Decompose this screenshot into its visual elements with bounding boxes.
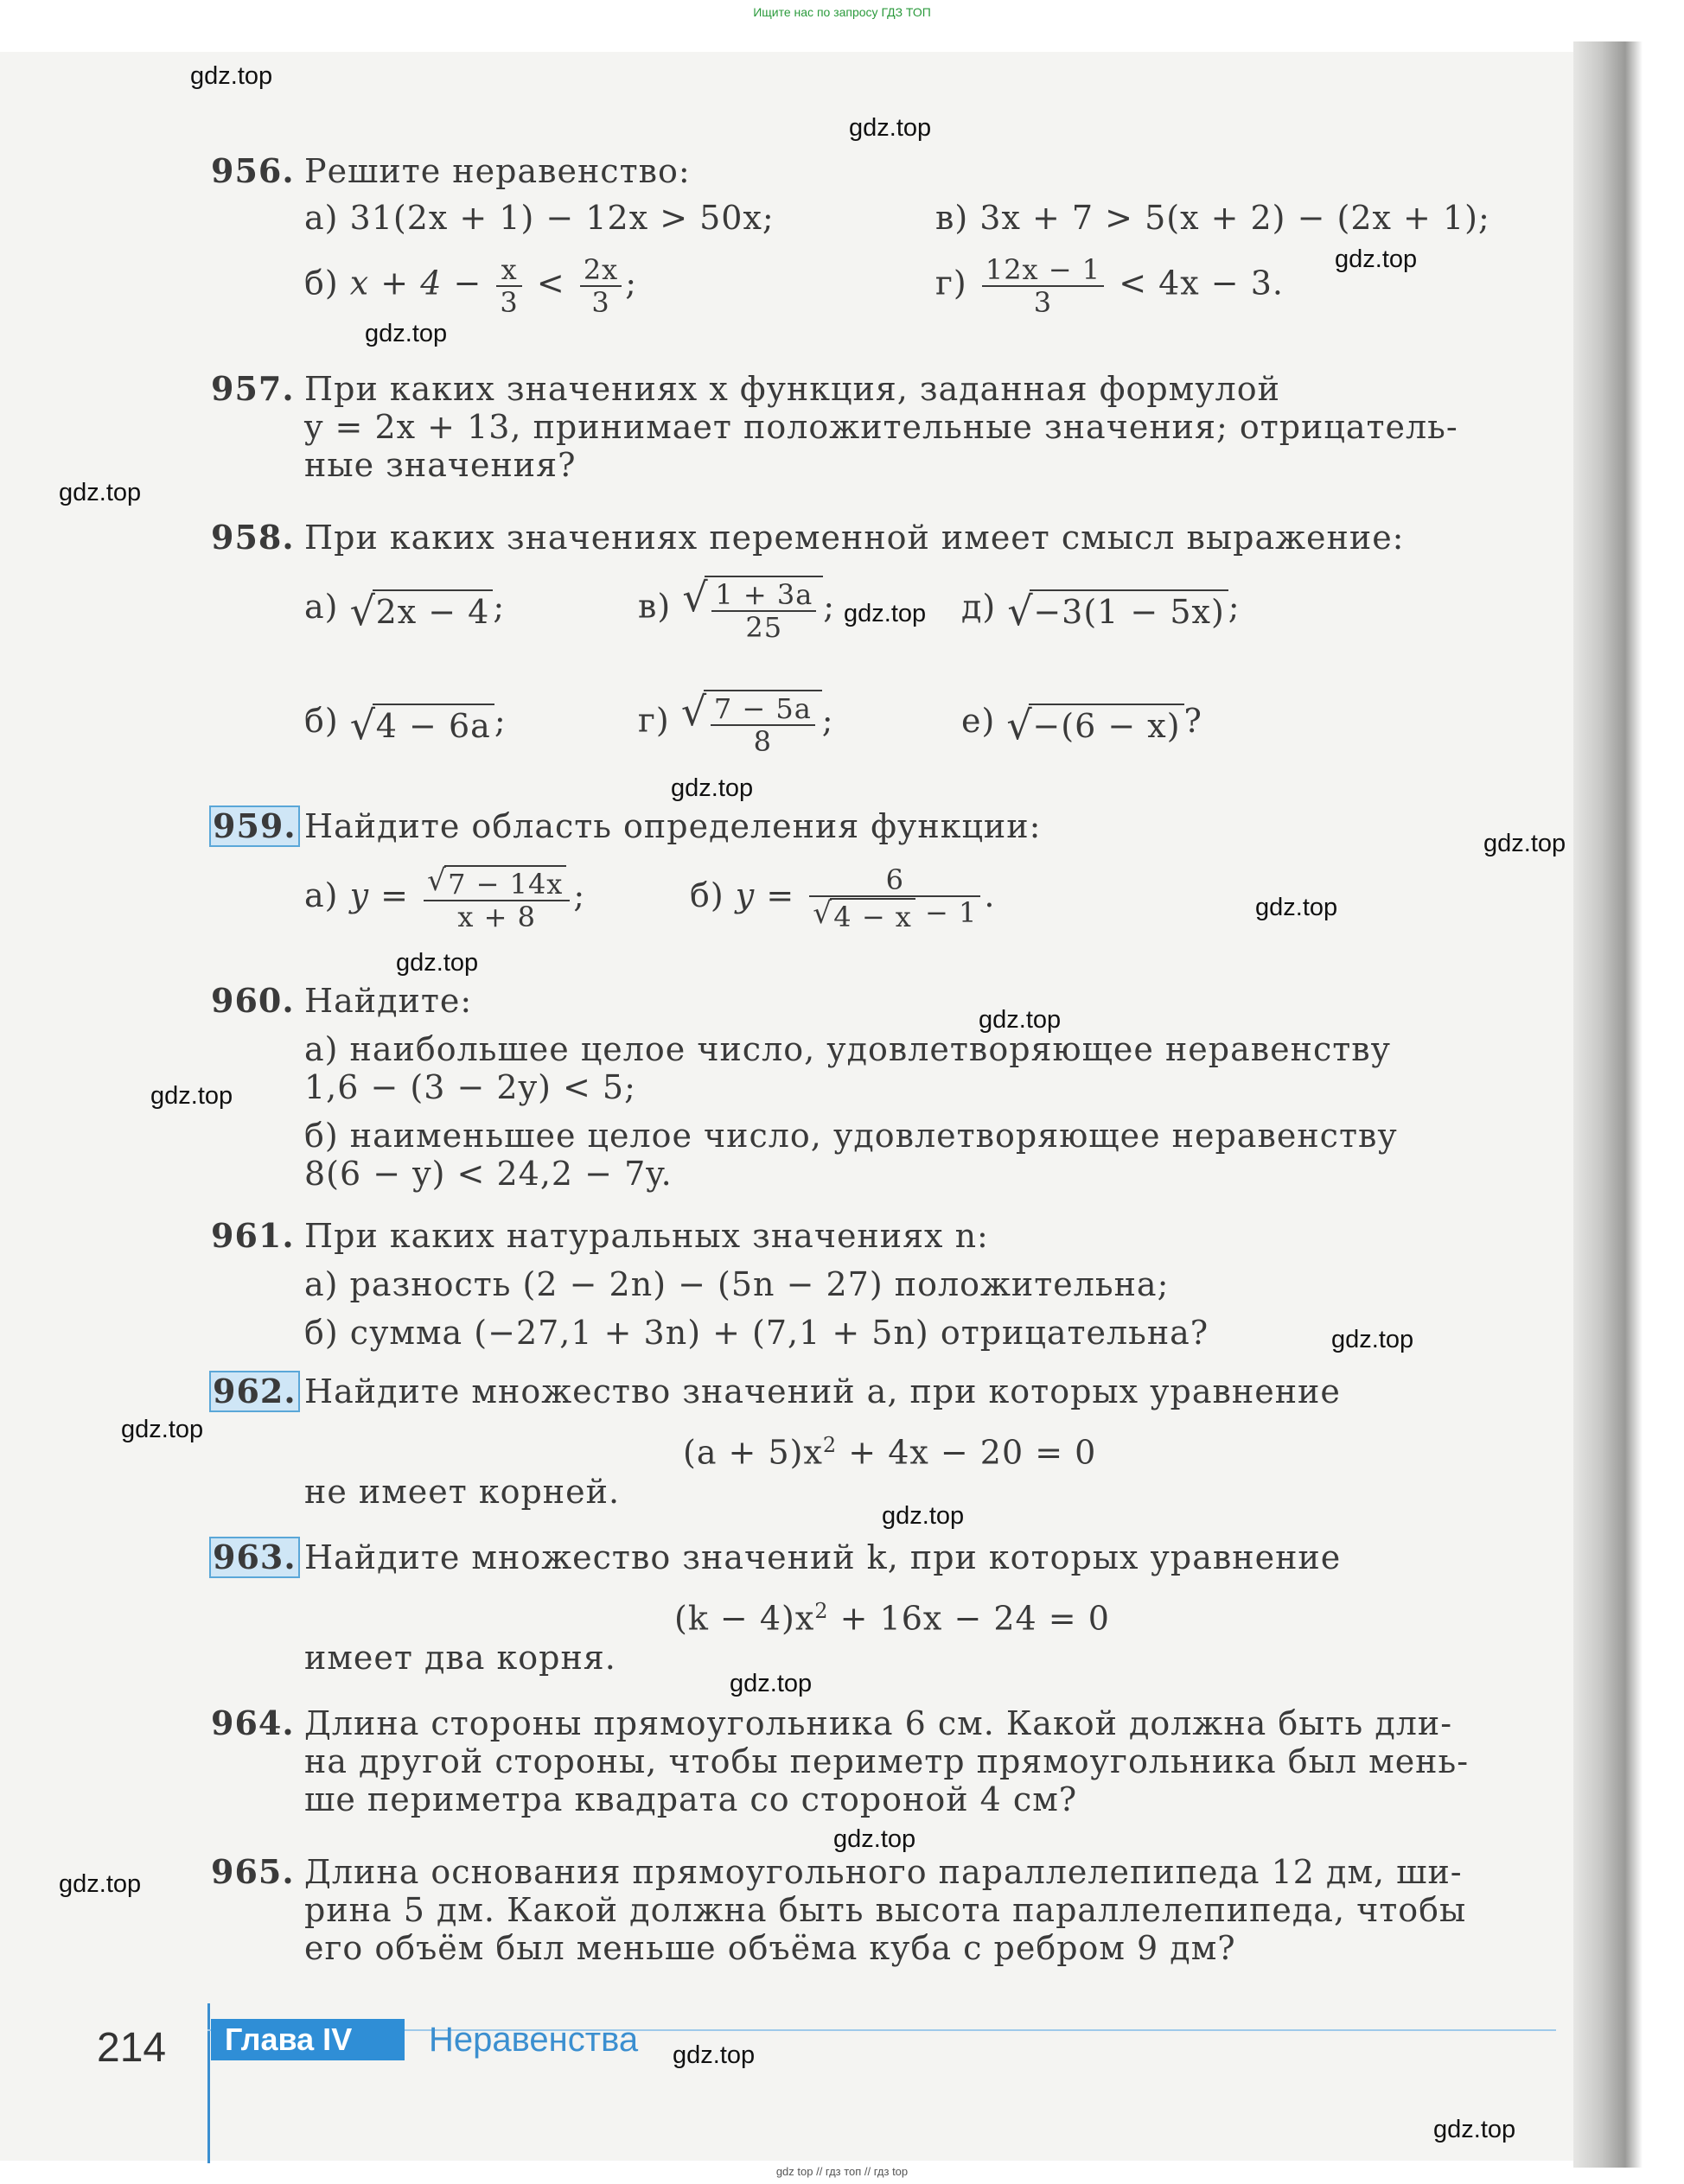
square-root: √ $\frac{1 + 3a}{25}$ — [682, 576, 823, 643]
problem-958 — [211, 519, 1560, 778]
problem-962 — [211, 1372, 1560, 1511]
watermark: gdz.top — [1335, 245, 1418, 273]
denominator: 3 — [591, 286, 610, 319]
terminator: ; — [823, 587, 836, 626]
equation-part: + 16x − 24 = 0 — [828, 1599, 1110, 1638]
item-e — [961, 701, 1202, 748]
watermark: gdz.top — [833, 1825, 916, 1853]
radicand: −3(1 − 5x) — [1030, 589, 1228, 631]
item-label: а) — [304, 588, 339, 626]
problem-number: 964. — [211, 1703, 295, 1742]
footer-divider — [207, 2003, 210, 2163]
denominator: 25 — [745, 611, 783, 644]
text-line: его объём был меньше объёма куба с ребром 9 дм? — [304, 1929, 1236, 1967]
problem-text: При каких значениях переменной имеет смысл выражение: — [304, 519, 1405, 557]
text-line: ные значения? — [304, 446, 577, 484]
equation-part: (a + 5)x — [683, 1433, 823, 1472]
numerator: x — [496, 254, 521, 287]
text-line: При каких значениях x функция, заданная формулой — [304, 370, 1280, 408]
item-label: а) — [304, 876, 339, 914]
square-root: √ −3(1 − 5x) — [1007, 589, 1228, 631]
item-a-condition: 1,6 − (3 − 2y) < 5; — [304, 1068, 636, 1106]
radicand: 4 − x — [830, 898, 915, 933]
equation-part: + 4x − 20 = 0 — [837, 1433, 1097, 1472]
exponent: 2 — [814, 1599, 829, 1623]
page-number: 214 — [97, 2025, 167, 2071]
expression: x + 4 − — [349, 264, 482, 302]
less-than: < — [536, 264, 565, 302]
watermark: gdz.top — [59, 479, 142, 506]
watermark: gdz.top — [844, 600, 927, 627]
item-a: а) наибольшее целое число, удовлетворяющее неравенству — [304, 1030, 1392, 1068]
terminator: ; — [494, 702, 507, 740]
header-note: Ищите нас по запросу ГДЗ ТОП — [753, 5, 931, 19]
watermark: gdz.top — [121, 1416, 204, 1443]
watermark: gdz.top — [882, 1502, 965, 1530]
chapter-title: Неравенства — [429, 2021, 639, 2059]
watermark: gdz.top — [365, 320, 448, 347]
watermark: gdz.top — [671, 774, 754, 802]
terminator: ; — [625, 264, 638, 302]
problem-text-end: не имеет корней. — [304, 1473, 621, 1511]
denominator: 3 — [500, 286, 519, 319]
numerator: 1 + 3a — [711, 579, 816, 612]
terminator: ? — [1183, 702, 1202, 740]
item-b — [690, 864, 995, 933]
problem-text: Найдите множество значений k, при которых уравнение — [304, 1538, 1342, 1576]
radicand: 2x − 4 — [373, 589, 494, 631]
problem-number: 963. — [213, 1538, 297, 1576]
item-v — [638, 576, 835, 643]
fraction — [580, 254, 622, 318]
problem-959 — [211, 807, 1560, 954]
watermark: gdz.top — [1255, 894, 1338, 921]
item-b — [304, 254, 637, 318]
page-edge-shadow — [1573, 41, 1643, 2168]
item-a — [304, 864, 585, 933]
terminator: ; — [573, 876, 586, 914]
denominator: 8 — [753, 725, 772, 758]
square-root: √ 2x − 4 — [350, 589, 494, 631]
fraction — [982, 254, 1104, 318]
denominator-rest: − 1 — [925, 896, 978, 929]
item-label: б) — [690, 876, 724, 914]
text-line: рина 5 дм. Какой должна быть высота параллелепипеда, чтобы — [304, 1891, 1467, 1929]
denominator: 3 — [1033, 286, 1053, 319]
item-label: б) — [304, 264, 339, 302]
text-line: y = 2x + 13, принимает положительные значения; отрицатель- — [304, 408, 1458, 446]
problem-number: 958. — [211, 518, 295, 557]
footer-note: gdz top // гдз топ // гдз top — [775, 2165, 909, 2178]
problem-957 — [211, 370, 1560, 491]
problem-text-end: имеет два корня. — [304, 1639, 616, 1677]
terminator: . — [984, 876, 996, 914]
item-b-condition: 8(6 − y) < 24,2 − 7y. — [304, 1155, 673, 1193]
problem-number: 961. — [211, 1216, 295, 1255]
problem-961 — [211, 1216, 1560, 1352]
text-line: Длина стороны прямоугольника 6 см. Какой должна быть дли- — [304, 1704, 1453, 1742]
numerator: 2x — [580, 254, 622, 287]
watermark: gdz.top — [849, 114, 932, 142]
footer-rule — [207, 2029, 1556, 2031]
expression: < 4x − 3. — [1119, 264, 1284, 302]
item-v: в) 3x + 7 > 5(x + 2) − (2x + 1); — [935, 199, 1490, 237]
problem-963 — [211, 1538, 1560, 1677]
equation — [683, 1426, 1096, 1472]
item-a: а) разность (2 − 2n) − (5n − 27) положительна; — [304, 1265, 1170, 1303]
item-label: г) — [935, 264, 967, 302]
problem-number: 962. — [213, 1372, 297, 1410]
problem-text: Найдите область определения функции: — [304, 807, 1042, 845]
fraction: 6 √ 4 − x − 1 — [809, 864, 980, 933]
radicand: 7 − 14x — [444, 865, 566, 900]
problem-number: 965. — [211, 1852, 295, 1891]
item-label: е) — [961, 702, 996, 740]
problem-text: Решите неравенство: — [304, 152, 691, 190]
item-b: б) наименьшее целое число, удовлетворяющее неравенству — [304, 1117, 1398, 1155]
watermark: gdz.top — [396, 949, 479, 977]
item-label: г) — [638, 701, 670, 740]
text-line: Длина основания прямоугольного параллелепипеда 12 дм, ши- — [304, 1853, 1463, 1891]
fraction: √ 7 − 14x x + 8 — [424, 864, 570, 933]
item-g — [638, 690, 834, 757]
text-line: на другой стороны, чтобы периметр прямоугольника был мень- — [304, 1742, 1470, 1780]
watermark: gdz.top — [190, 62, 273, 90]
item-g — [935, 254, 1284, 318]
watermark: gdz.top — [730, 1670, 813, 1697]
watermark: gdz.top — [1331, 1326, 1414, 1353]
problem-965 — [211, 1853, 1560, 1974]
square-root: √ 4 − 6a — [350, 704, 494, 745]
numerator: 6 — [809, 864, 980, 897]
square-root: √ −(6 − x) — [1006, 704, 1183, 745]
equation — [674, 1592, 1110, 1638]
problem-number: 956. — [211, 151, 295, 190]
terminator: ; — [1228, 588, 1241, 626]
denominator: x + 8 — [457, 900, 536, 933]
square-root: √ $\frac{7 - 5a}{8}$ — [681, 690, 822, 757]
problem-text: При каких натуральных значениях n: — [304, 1217, 989, 1255]
exponent: 2 — [822, 1433, 838, 1457]
fraction — [711, 693, 815, 757]
terminator: ; — [821, 701, 834, 740]
problem-number: 957. — [211, 369, 295, 408]
watermark: gdz.top — [150, 1082, 233, 1110]
watermark: gdz.top — [979, 1006, 1062, 1034]
radicand: −(6 − x) — [1029, 704, 1183, 745]
item-label: в) — [638, 587, 672, 626]
watermark: gdz.top — [673, 2041, 756, 2069]
equation-part: (k − 4)x — [674, 1599, 815, 1638]
problem-text: Найдите множество значений a, при которых уравнение — [304, 1372, 1341, 1410]
watermark: gdz.top — [1483, 830, 1566, 857]
item-b — [304, 701, 507, 748]
watermark: gdz.top — [1433, 2116, 1516, 2143]
function-name: y = — [349, 876, 409, 914]
problem-number: 959. — [213, 806, 297, 845]
radicand: 4 − 6a — [373, 704, 494, 745]
terminator: ; — [493, 588, 506, 626]
fraction — [711, 579, 816, 643]
item-b: б) сумма (−27,1 + 3n) + (7,1 + 5n) отрицательна? — [304, 1314, 1209, 1352]
problem-964 — [211, 1704, 1560, 1825]
watermark: gdz.top — [59, 1870, 142, 1898]
problem-956 — [211, 152, 1560, 334]
item-label: б) — [304, 702, 339, 740]
function-name: y = — [735, 876, 795, 914]
problem-number: 960. — [211, 981, 295, 1020]
item-d — [961, 587, 1241, 634]
fraction — [496, 254, 521, 318]
numerator: 12x − 1 — [982, 254, 1104, 287]
chapter-badge: Глава IV — [211, 2019, 405, 2060]
problem-960 — [211, 982, 1560, 1207]
numerator: 7 − 5a — [711, 693, 815, 726]
item-a — [304, 587, 506, 634]
text-line: ше периметра квадрата со стороной 4 см? — [304, 1780, 1078, 1818]
item-label: д) — [961, 588, 997, 626]
problem-text: Найдите: — [304, 982, 473, 1020]
item-a: а) 31(2x + 1) − 12x > 50x; — [304, 199, 775, 237]
